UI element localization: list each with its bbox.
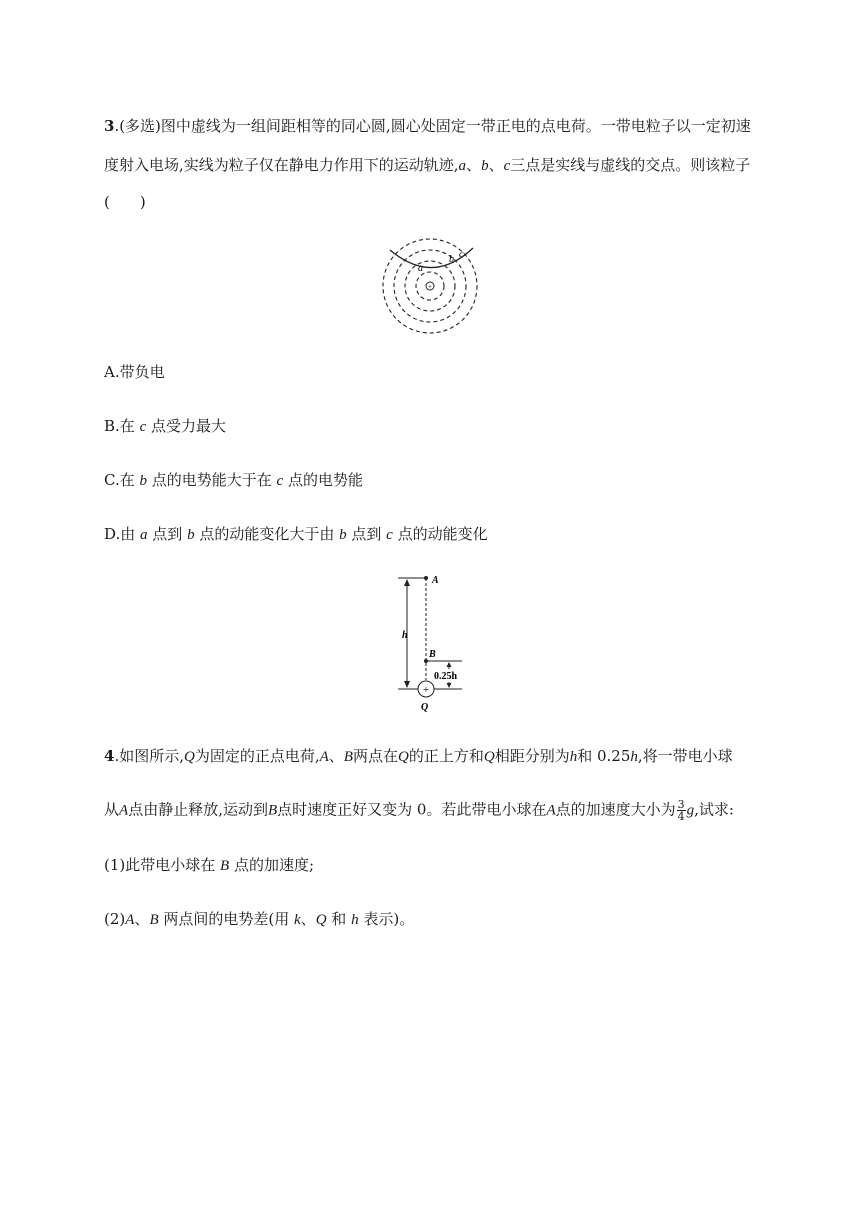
figure-vertical-charge <box>392 572 476 714</box>
var-A: A <box>125 912 135 928</box>
text: 两点在 <box>352 747 398 765</box>
label-h: h <box>402 630 408 641</box>
q3-line1 <box>104 116 751 136</box>
var-a: a <box>458 158 467 174</box>
q3-number: 3 <box>104 117 115 135</box>
text: 、 <box>300 910 316 928</box>
option-b-text-end: 点受力最大 <box>146 417 227 435</box>
var-b: b <box>339 527 347 543</box>
point-b <box>424 659 428 663</box>
charge-plus-sign: + <box>422 684 430 696</box>
var-c: c <box>276 473 284 489</box>
var-Q: Q <box>397 749 409 765</box>
fraction-denominator: 4 <box>677 810 685 823</box>
text: 的正上方和 <box>408 747 484 765</box>
var-A: A <box>119 802 129 819</box>
text: ,试求: <box>694 800 734 819</box>
text: ,将一带电小球 <box>637 747 733 765</box>
option-a-text: A.带负电 <box>104 363 165 381</box>
var-B: B <box>149 912 159 928</box>
var-h: h <box>569 749 578 765</box>
var-c: c <box>386 527 393 543</box>
text: 两点间的电势差(用 <box>158 910 294 928</box>
var-c: c <box>139 419 147 435</box>
sep: 、 <box>466 156 482 174</box>
fraction-numerator: 3 <box>677 798 685 811</box>
var-b: b <box>187 527 195 543</box>
var-A: A <box>546 802 556 819</box>
option-b <box>104 416 226 437</box>
var-B: B <box>343 749 353 765</box>
text: (2) <box>104 910 126 928</box>
q3-tag: .(多选) <box>114 117 161 135</box>
text: 相距分别为 <box>494 747 570 765</box>
q4-sub1 <box>104 855 314 876</box>
q4-line1 <box>104 746 733 767</box>
option-c <box>104 470 363 491</box>
figure-concentric-circles <box>378 232 482 340</box>
label-dist: 0.25h <box>434 671 458 682</box>
option-d-text-mid3: 点到 <box>346 525 387 543</box>
text: 表示)。 <box>358 910 415 928</box>
dim025-arrow-bottom <box>447 683 452 688</box>
var-B: B <box>220 858 230 874</box>
label-Q: Q <box>421 702 429 713</box>
text: 点时速度正好又变为 0。若此带电小球在 <box>277 800 547 819</box>
text: 点由静止释放,运动到 <box>128 800 268 819</box>
label-B: B <box>429 649 436 660</box>
text: (1)此带电小球在 <box>104 856 221 874</box>
var-Q: Q <box>315 912 327 928</box>
option-b-text: B.在 <box>104 417 140 435</box>
text: .如图所示, <box>114 747 184 765</box>
q4-line2 <box>104 799 734 822</box>
text: 、 <box>328 747 344 765</box>
text: 点的加速度大小为 <box>555 800 676 819</box>
label-c: c <box>459 249 464 260</box>
text: 点的加速度; <box>229 856 315 874</box>
var-g: g <box>686 802 695 819</box>
q4-sub2 <box>104 909 414 930</box>
var-b: b <box>481 158 489 174</box>
q3-text2b: 三点是实线与虚线的交点。则该粒子 <box>510 156 751 174</box>
label-A: A <box>432 575 439 586</box>
option-a <box>104 362 165 382</box>
option-d <box>104 524 488 545</box>
var-A: A <box>319 749 329 765</box>
sep: 、 <box>488 156 504 174</box>
var-k: k <box>294 912 301 928</box>
option-c-text-end: 点的电势能 <box>283 471 363 489</box>
h-arrow-top <box>404 579 410 586</box>
var-Q: Q <box>183 749 195 765</box>
var-c: c <box>503 158 511 174</box>
q3-text1: 图中虚线为一组间距相等的同心圆,圆心处固定一带正电的点电荷。一带电粒子以一定初速 <box>160 117 751 135</box>
label-b: b <box>449 254 454 265</box>
label-a: a <box>418 263 423 274</box>
var-Q: Q <box>483 749 495 765</box>
var-h: h <box>630 749 638 765</box>
center-plus-sign: + <box>428 283 432 291</box>
option-d-text-end: 点的动能变化 <box>392 525 488 543</box>
text: 为固定的正点电荷, <box>194 747 320 765</box>
q4-number: 4 <box>104 747 115 765</box>
option-d-text-mid1: 点到 <box>147 525 188 543</box>
var-a: a <box>140 527 148 543</box>
var-b: b <box>139 473 147 489</box>
text: 和 0.25 <box>577 747 631 765</box>
option-c-text: C.在 <box>104 471 140 489</box>
text: 和 <box>326 910 352 928</box>
option-c-text-mid: 点的电势能大于在 <box>146 471 277 489</box>
q3-line2 <box>104 155 750 176</box>
h-arrow-bottom <box>404 681 410 688</box>
dim025-arrow-top <box>447 662 452 667</box>
var-h: h <box>351 912 359 928</box>
fraction-three-quarters <box>677 799 686 822</box>
text: 、 <box>134 910 150 928</box>
option-d-text-mid2: 点的动能变化大于由 <box>194 525 340 543</box>
option-d-text: D.由 <box>104 525 141 543</box>
q3-text2a: 度射入电场,实线为粒子仅在静电力作用下的运动轨迹, <box>104 156 459 174</box>
answer-paren: ( ) <box>104 193 146 211</box>
text: 从 <box>104 800 120 819</box>
var-B: B <box>267 802 278 819</box>
point-a <box>424 576 428 580</box>
